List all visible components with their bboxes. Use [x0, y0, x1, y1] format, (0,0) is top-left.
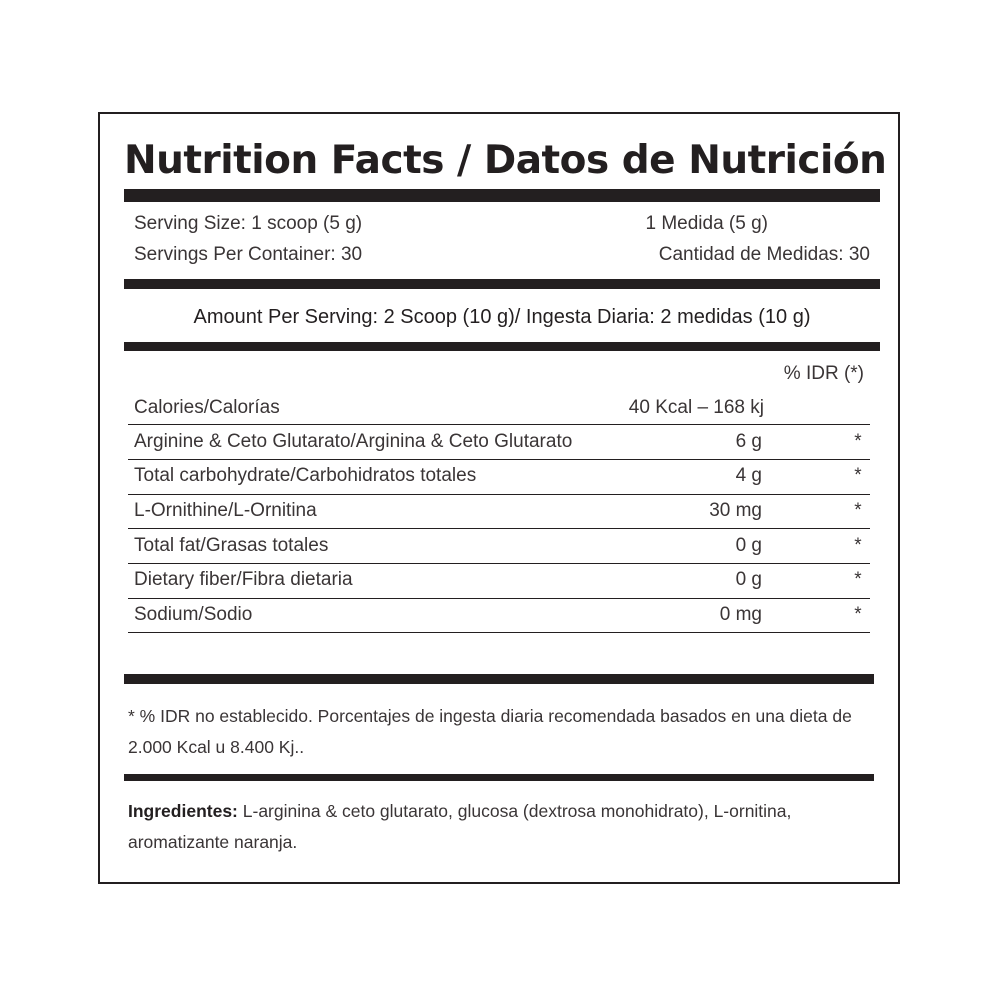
ingredients-label: Ingredientes:: [128, 801, 238, 821]
nutrient-value-fat: 0 g: [735, 535, 762, 556]
nutrient-label-sodium: Sodium/Sodio: [134, 604, 253, 625]
nutrient-label-fat: Total fat/Grasas totales: [134, 535, 329, 556]
nutrient-idr-ornithine: *: [854, 500, 862, 521]
nutrient-value-ornithine: 30 mg: [709, 500, 762, 521]
serving-size-es: 1 Medida (5 g): [645, 213, 768, 234]
nutrient-label-carbohydrate: Total carbohydrate/Carbohidratos totales: [134, 465, 477, 486]
calories-value: 40 Kcal – 168 kj: [628, 397, 764, 418]
row-divider: [128, 528, 870, 529]
nutrient-idr-fat: *: [854, 535, 862, 556]
nutrient-idr-carbohydrate: *: [854, 465, 862, 486]
table-bottom-divider: [124, 674, 874, 684]
nutrient-value-sodium: 0 mg: [719, 604, 762, 625]
footnote: * % IDR no establecido. Porcentajes de ingesta diaria recomendada basados en una dieta de 2.000 Kcal u 8.400 Kj..: [128, 706, 852, 757]
row-divider: [128, 459, 870, 460]
amount-per-serving: Amount Per Serving: 2 Scoop (10 g)/ Ingesta Diaria: 2 medidas (10 g): [193, 306, 811, 328]
nutrient-value-fiber: 0 g: [735, 569, 762, 590]
ingredients-text: L-arginina & ceto glutarato, glucosa (dextrosa monohidrato), L-ornitina, aromatizante naranja.: [128, 801, 792, 852]
ingredients: [128, 796, 878, 858]
page-title: Nutrition Facts / Datos de Nutrición: [124, 138, 887, 183]
row-divider: [128, 563, 870, 564]
servings-per-container-es: Cantidad de Medidas: 30: [658, 244, 870, 265]
nutrient-idr-fiber: *: [854, 569, 862, 590]
title-divider: [124, 189, 880, 202]
row-divider: [128, 598, 870, 599]
nutrient-label-ornithine: L-Ornithine/L-Ornitina: [134, 500, 317, 521]
nutrient-idr-sodium: *: [854, 604, 862, 625]
nutrient-label-arginine: Arginine & Ceto Glutarato/Arginina & Ceto Glutarato: [134, 431, 573, 452]
serving-divider: [124, 279, 880, 289]
nutrient-value-arginine: 6 g: [735, 431, 762, 452]
calories-label: Calories/Calorías: [134, 397, 280, 418]
row-divider: [128, 494, 870, 495]
amount-divider: [124, 342, 880, 351]
row-divider: [128, 632, 870, 633]
nutrient-idr-arginine: *: [854, 431, 862, 452]
nutrient-value-carbohydrate: 4 g: [735, 465, 762, 486]
footnote-divider: [124, 774, 874, 781]
idr-header: % IDR (*): [783, 363, 864, 384]
servings-per-container-en: Servings Per Container: 30: [134, 244, 363, 265]
row-divider: [128, 424, 870, 425]
nutrient-label-fiber: Dietary fiber/Fibra dietaria: [134, 569, 353, 590]
serving-size-en: Serving Size: 1 scoop (5 g): [134, 213, 363, 234]
